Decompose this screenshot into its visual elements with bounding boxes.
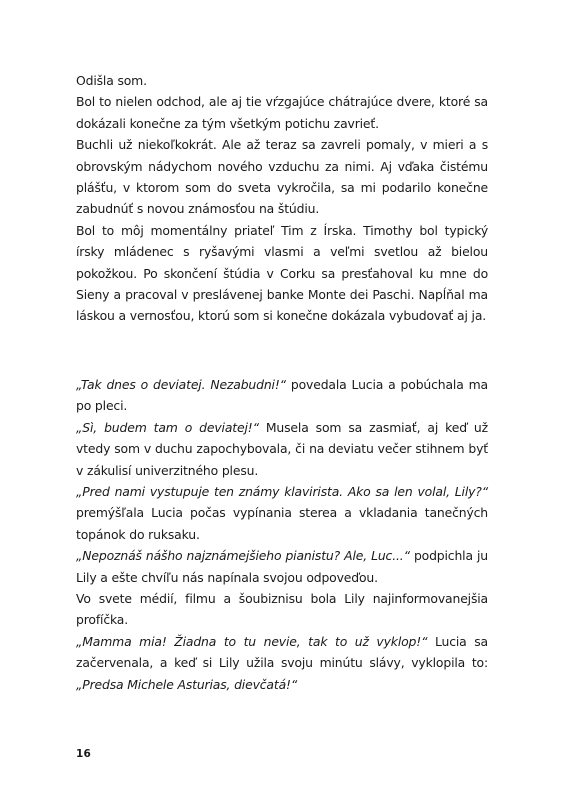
dialogue-narration: povedala Lucia a pobúchala ma po pleci. <box>76 377 488 414</box>
dialogue-quote: „Pred nami vystupuje ten známy klavirista. Ako sa len volal, Lily?“ <box>76 484 488 500</box>
dialogue-narration: Lucia sa začervenala, a keď si Lily užila svoju minútu slávy, vyklopila to: <box>76 633 489 671</box>
paragraph-2: Bol to nielen odchod, ale aj tie vŕzgajúce chátrajúce dvere, ktoré sa dokázali konečne za tým všetkým potichu zavrieť. <box>76 94 488 131</box>
text-block-dialogue <box>76 374 488 695</box>
dialogue-narration: Musela som sa zasmiať, aj keď už vtedy som v duchu zapochybovala, či na deviatu večer stihnem byť v zákulisí univerzitného plesu. <box>76 419 488 478</box>
dialogue-paragraph-3 <box>76 481 488 545</box>
dialogue-quote: „Mamma mia! Žiadna to tu nevie, tak to už vyklop!“ <box>76 633 428 649</box>
dialogue-narration: podpichla ju Lily a ešte chvíľu nás napínala svojou odpoveďou. <box>76 548 488 585</box>
paragraph-4: Bol to môj momentálny priateľ Tim z Írska. Timothy bol typický írsky mládenec s ryšavými vlasmi a veľmi svetlou až bielou pokožkou. Po skončení štúdia v Corku sa presťahoval ku mne do Sieny a pracoval v preslávenej banke Monte dei Paschi. Napĺňal ma láskou a vernosťou, ktorú som si konečne dokázala vybudovať aj ja. <box>76 222 488 324</box>
page-number: 16 <box>76 748 92 760</box>
paragraph-5: Vo svete médií, filmu a šoubiznisu bola Lily najinformovanejšia profíčka. <box>76 591 488 628</box>
text-block-narrative <box>76 70 488 327</box>
dialogue-narration: premýšľala Lucia počas vypínania sterea a vkladania tanečných topánok do ruksaku. <box>76 505 488 542</box>
dialogue-paragraph-1 <box>76 374 488 417</box>
dialogue-paragraph-6 <box>76 631 488 695</box>
paragraph-1: Odišla som. <box>76 73 147 88</box>
dialogue-quote: „Tak dnes o deviatej. Nezabudni!“ <box>76 377 286 392</box>
dialogue-quote: „Nepoznáš nášho najznámejšieho pianistu? Ale, Luc...“ <box>76 548 410 564</box>
dialogue-quote: „Sì, budem tam o deviatej!“ <box>76 419 259 435</box>
dialogue-paragraph-4 <box>76 545 488 588</box>
dialogue-paragraph-2 <box>76 417 488 481</box>
paragraph-3: Buchli už niekoľkokrát. Ale až teraz sa zavreli pomaly, v mieri a s obrovským nádychom nového vzduchu za nimi. Aj vďaka čistému plášťu, v ktorom som do sveta vykročila, sa mi podarilo konečne zabudnúť s novou známosťou na štúdiu. <box>76 137 488 217</box>
dialogue-quote-final: „Predsa Michele Asturias, dievčatá!“ <box>76 676 298 692</box>
